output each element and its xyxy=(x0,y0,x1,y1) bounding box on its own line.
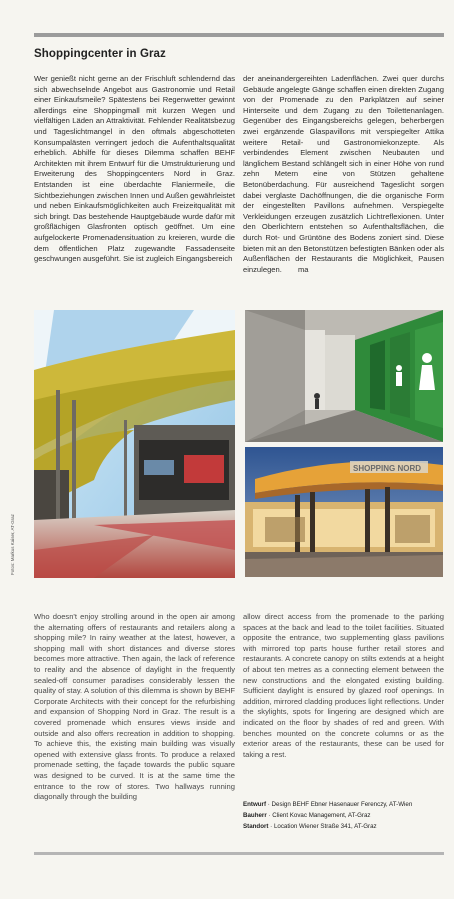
project-credits xyxy=(243,800,448,832)
credit-row-design: Entwurf · Design BEHF Ebner Hasenauer Ferenczy, AT-Wien xyxy=(243,801,413,808)
english-text-column-2: allow direct access from the promenade to the parking spaces at the back and lead to the toilet facilities. Situated opposite the entrance, two supplementing glass pavilions with mirrored top parts house further retail stores and restaurants. A concrete canopy on stilts extends at a height of about ten metres as a connecting element between the new constructions and the elongated existing building. Sufficient daylight is ensured by glazed roof openings. In addition, mirrored cladding produces light reflections. Under the skylights, spots for lingering are designed which are indicated on the floor by shades of red and green. With benches mounted on the concrete columns or as the exterior areas of the restaurants, these can be used for taking a rest. xyxy=(243,612,444,759)
photo-promenade-canopy xyxy=(34,310,235,578)
credit-label-design: Entwurf xyxy=(243,801,267,808)
top-rule xyxy=(34,33,444,37)
credit-row-location: Standort · Location Wiener Straße 341, AT-Graz xyxy=(243,822,377,830)
credit-label-location: Standort xyxy=(243,822,269,830)
photo-glass-pavilion xyxy=(245,447,443,577)
credit-label-client: Bauherr xyxy=(243,811,267,819)
german-text-column-2-body: der aneinandergereihten Ladenflächen. Zwei quer durchs Gebäude angelegte Gänge schaffen einen direkten Zugang von der Promenade zu den Parkplätzen auf seiner Hinterseite und dem Zugang zu den Toilettenanlagen. Gegenüber des Eingangsbereichs gelegen, beherbergen zwei ergänzende Glaspavillons mit verspiegelter Attika weitere Retail- und Gastronomiekonzepte. Als verbindendes Element zwischen Neubauten und länglichem Bestand schlängelt sich in einer Höhe von rund zehn Metern eine von Stützen gehaltene Betonüberdachung. Für ausreichend Tageslicht sorgen dabei verglaste Dachöffnungen, die die organische Form der eingestellten Pavillons aufnehmen. Verspiegelte Verkleidungen erzeugen zusätzlich Lichtreflexionen. Unter den Oberlichtern entstehen so Aufenthaltsflächen, die durch Rot- und Grüntöne des Bodens zoniert sind. Diese bieten mit an den Betonstützen befestigten Bänken oder als Außenflächen der Restaurants die Möglichkeit, Pausen einzulegen. xyxy=(243,74,444,274)
credit-row-client: Bauherr · Client Kovac Management, AT-Graz xyxy=(243,811,371,819)
credit-value-client: Client Kovac Management, AT-Graz xyxy=(272,811,371,819)
photo-glass-pavilion-image xyxy=(245,447,443,577)
photo-toilet-hallway-image xyxy=(245,310,443,442)
credit-value-design: Design BEHF Ebner Hasenauer Ferenczy, AT-Wien xyxy=(271,801,413,808)
photo-credit: Fotos: Markus Kaiser, AT-Graz xyxy=(10,514,15,575)
credit-value-location: Location Wiener Straße 341, AT-Graz xyxy=(273,822,377,830)
author-signature: ma xyxy=(297,264,309,274)
article-title: Shoppingcenter in Graz xyxy=(34,48,166,60)
english-text-column-1: Who doesn't enjoy strolling around in the open air among the alternating offers of restaurants and retailers along a shopping mile? In rainy weather at the latest, however, a shopping mall with short distances and diverse stores becomes more attractive. Then again, the lack of reference to reality and the absence of daylight in the frequently sealed-off consumer paradises considerably lessen the quality of stay. A solution of this dilemma is shown by BEHF Corporate Architects with their concept for the refurbishing and expansion of Shopping Nord in Graz. The result is a covered promenade which ensures views inside and outside and also offers recreation in addition to shopping. To achieve this, the existing main building was visually opened with extensive glass fronts. To produce a relaxed promenade setting, the façade towards the public square was designed to be curved. It is at the same time the entrance to the row of stores. Two hallways running diagonally through the building xyxy=(34,612,235,802)
photo-promenade-canopy-image xyxy=(34,310,235,578)
german-text-column-2 xyxy=(243,74,444,275)
pavilion-sign: SHOPPING NORD xyxy=(353,464,422,473)
photo-toilet-hallway xyxy=(245,310,443,442)
bottom-rule xyxy=(34,852,444,855)
german-text-column-1: Wer genießt nicht gerne an der Frischluft schlendernd das sich abwechselnde Angebot aus Gastronomie und Retail einer Einkaufsmeile? Spätestens bei Regenwetter gewinnt allerdings eine Shoppingmall mit kurzen Wegen und vielfältigen Läden an Attraktivität. Fehlender Realitätsbezug und Tageslichtmangel in den oftmals abgeschotteten Konsumpalästen verringert jedoch die Aufenthaltsqualität erheblich. Abhilfe für dieses Dilemma schaffen BEHF Architekten mit ihrem Entwurf für die Umstrukturierung und Erweiterung des Shoppingcenters Nord in Graz. Entstanden ist eine überdachte Flaniermeile, die Sichtbeziehungen zwischen Innen und Außen gewährleistet und neben Einkaufsmöglichkeiten auch Freizeitqualität mit sich bringt. Das bestehende Hauptgebäude wurde dafür mit großflächigen Glasfronten optisch geöffnet. Um eine aufgelockerte Promenadensituation zu kreieren, wurde die dem öffentlichen Platz zugewandte Fassadenseite geschwungen ausgeführt. Sie ist zugleich Eingangsbereich xyxy=(34,74,235,264)
